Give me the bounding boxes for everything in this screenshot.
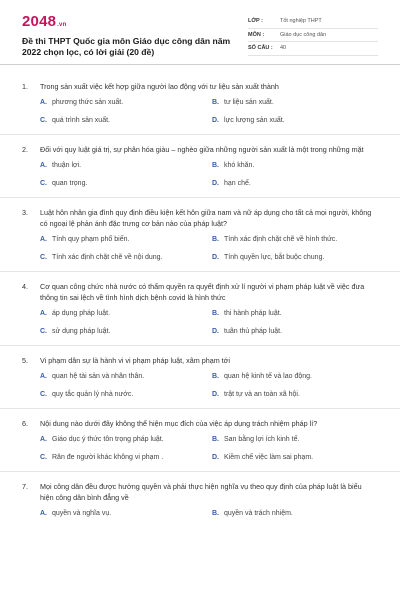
document-meta (248, 15, 378, 64)
meta-value: Tốt nghiệp THPT (280, 18, 322, 25)
answer-letter: A. (40, 436, 47, 443)
answer-letter: A. (40, 162, 47, 169)
answer-option[interactable] (212, 372, 384, 381)
answer-option[interactable] (212, 390, 384, 399)
answer-text: tuân thủ pháp luật. (224, 328, 282, 335)
answer-letter: D. (212, 391, 219, 398)
answer-letter: C. (40, 117, 47, 124)
question-number: 3. (22, 208, 28, 217)
answer-option[interactable] (212, 453, 384, 462)
question-number: 7. (22, 482, 28, 491)
header-left (22, 14, 247, 64)
answer-text: quy tắc quản lý nhà nước. (52, 391, 134, 398)
question-divider (0, 271, 400, 272)
question-text-row (22, 81, 378, 92)
answer-option[interactable] (40, 453, 212, 462)
answer-option[interactable] (40, 309, 212, 318)
question-number: 6. (22, 419, 28, 428)
meta-key: LỚP : (248, 18, 263, 25)
question-list (22, 65, 378, 518)
answer-letter: A. (40, 510, 47, 517)
answer-text: tư liệu sản xuất. (224, 99, 274, 106)
answer-option[interactable] (212, 116, 384, 125)
question-number: 2. (22, 145, 28, 154)
answer-letter: B. (212, 99, 219, 106)
question-number: 5. (22, 356, 28, 365)
answer-letter: C. (40, 254, 47, 261)
answer-text: quyền và nghĩa vụ. (52, 510, 112, 517)
answer-text: San bằng lợi ích kinh tế. (224, 436, 300, 443)
answer-text: Tính xác định chặt chẽ về hình thức. (224, 236, 338, 243)
answer-text: quá trình sản xuất. (52, 117, 110, 124)
question-item (22, 418, 378, 472)
answer-option[interactable] (212, 161, 384, 170)
document-header (22, 0, 378, 64)
meta-value: Giáo dục công dân (280, 31, 327, 38)
answer-option[interactable] (212, 509, 384, 518)
answer-option[interactable] (212, 327, 384, 336)
answer-letter: B. (212, 373, 219, 380)
answer-text: Kiềm chế việc làm sai phạm. (224, 454, 314, 461)
question-text-row (22, 207, 378, 229)
answer-text: Tính quy phạm phổ biến. (52, 236, 130, 243)
answer-option[interactable] (40, 372, 212, 381)
question-item (22, 81, 378, 135)
answer-option[interactable] (212, 235, 384, 244)
answer-letter: B. (212, 510, 219, 517)
answer-option[interactable] (40, 435, 212, 444)
answer-letter: A. (40, 236, 47, 243)
question-divider (0, 471, 400, 472)
answer-text: hạn chế. (224, 180, 251, 187)
question-text: Mọi công dân đều được hưởng quyền và phải thực hiện nghĩa vụ theo quy định của pháp luật là biểu hiện công dân bình đẳng về (40, 482, 362, 502)
question-text: Đối với quy luật giá trị, sự phân hóa giàu – nghèo giữa những người sản xuất là một trong những mặt (40, 145, 364, 154)
answer-letter: B. (212, 236, 219, 243)
meta-row (248, 15, 378, 29)
document-title: Đề thi THPT Quốc gia môn Giáo dục công dân năm 2022 chọn lọc, có lời giải (20 đề) (22, 36, 231, 57)
answer-option[interactable] (212, 179, 384, 188)
answer-options (40, 372, 378, 399)
answer-letter: D. (212, 254, 219, 261)
answer-option[interactable] (212, 98, 384, 107)
answer-text: thi hành pháp luật. (224, 310, 282, 317)
answer-options (40, 509, 378, 518)
answer-option[interactable] (40, 253, 212, 262)
question-text-row (22, 144, 378, 155)
question-divider (0, 134, 400, 135)
answer-text: phương thức sản xuất. (52, 99, 124, 106)
question-text-row (22, 418, 378, 429)
answer-text: Răn đe người khác không vi phạm . (52, 454, 164, 461)
answer-letter: C. (40, 328, 47, 335)
answer-option[interactable] (40, 509, 212, 518)
answer-text: quyền và trách nhiệm. (224, 510, 293, 517)
answer-letter: D. (212, 117, 219, 124)
logo-suffix: .vn (57, 22, 67, 28)
answer-letter: C. (40, 180, 47, 187)
answer-letter: D. (212, 180, 219, 187)
answer-option[interactable] (212, 253, 384, 262)
answer-text: quan hệ tài sản và nhân thân. (52, 373, 145, 380)
answer-options (40, 309, 378, 336)
question-text: Luật hôn nhân gia đình quy định điều kiện kết hôn giữa nam và nữ áp dụng cho tất cả mọi người, không có ngoại lệ phản ánh đặc trưng cơ bản nào của pháp luật? (40, 208, 372, 228)
meta-row (248, 42, 378, 56)
answer-text: sử dụng pháp luật. (52, 328, 111, 335)
question-item (22, 355, 378, 409)
answer-option[interactable] (40, 390, 212, 399)
answer-options (40, 161, 378, 188)
answer-text: trật tự và an toàn xã hội. (224, 391, 300, 398)
answer-option[interactable] (40, 179, 212, 188)
question-text: Cơ quan công chức nhà nước có thẩm quyền ra quyết định xử lí người vi phạm pháp luật về việc đưa thông tin sai lệch về tình hình dịch bệnh covid là hình thức (40, 282, 365, 302)
answer-text: quan trọng. (52, 180, 88, 187)
meta-key: SỐ CÂU : (248, 45, 273, 52)
answer-option[interactable] (40, 116, 212, 125)
answer-text: Giáo dục ý thức tôn trọng pháp luật. (52, 436, 164, 443)
meta-value: 40 (280, 45, 287, 52)
answer-text: quan hệ kinh tế và lao động. (224, 373, 312, 380)
answer-letter: A. (40, 373, 47, 380)
answer-letter: A. (40, 99, 47, 106)
answer-letter: C. (40, 391, 47, 398)
question-text-row (22, 481, 378, 503)
question-item (22, 144, 378, 198)
answer-text: áp dụng pháp luật. (52, 310, 110, 317)
answer-letter: D. (212, 328, 219, 335)
question-text: Vi phạm dân sự là hành vi vi phạm pháp luật, xâm phạm tới (40, 356, 230, 365)
answer-letter: B. (212, 310, 219, 317)
question-divider (0, 408, 400, 409)
question-item (22, 281, 378, 346)
answer-letter: B. (212, 436, 219, 443)
question-text: Nội dung nào dưới đây không thể hiện mục đích của việc áp dụng trách nhiệm pháp lí? (40, 419, 318, 428)
question-item (22, 207, 378, 272)
answer-letter: B. (212, 162, 219, 169)
answer-text: thuận lợi. (52, 162, 82, 169)
question-number: 4. (22, 282, 28, 291)
question-divider (0, 345, 400, 346)
meta-row (248, 29, 378, 43)
answer-text: khó khăn. (224, 162, 255, 169)
question-divider (0, 197, 400, 198)
site-logo[interactable] (22, 14, 247, 33)
answer-letter: C. (40, 454, 47, 461)
answer-options (40, 235, 378, 262)
answer-option[interactable] (40, 161, 212, 170)
question-item (22, 481, 378, 518)
answer-option[interactable] (40, 98, 212, 107)
question-number: 1. (22, 82, 28, 91)
logo-main: 2048 (22, 13, 57, 30)
question-text-row (22, 355, 378, 366)
answer-option[interactable] (212, 309, 384, 318)
meta-key: MÔN : (248, 31, 265, 38)
answer-option[interactable] (40, 327, 212, 336)
answer-text: lực lượng sản xuất. (224, 117, 285, 124)
answer-option[interactable] (212, 435, 384, 444)
answer-options (40, 435, 378, 462)
answer-letter: D. (212, 454, 219, 461)
question-text-row (22, 281, 378, 303)
answer-text: Tính quyền lực, bắt buộc chung. (224, 254, 325, 261)
answer-option[interactable] (40, 235, 212, 244)
question-text: Trong sản xuất việc kết hợp giữa người lao động với tư liệu sản xuất thành (40, 82, 279, 91)
answer-text: Tính xác định chặt chẽ về nội dung. (52, 254, 163, 261)
answer-options (40, 98, 378, 125)
answer-letter: A. (40, 310, 47, 317)
